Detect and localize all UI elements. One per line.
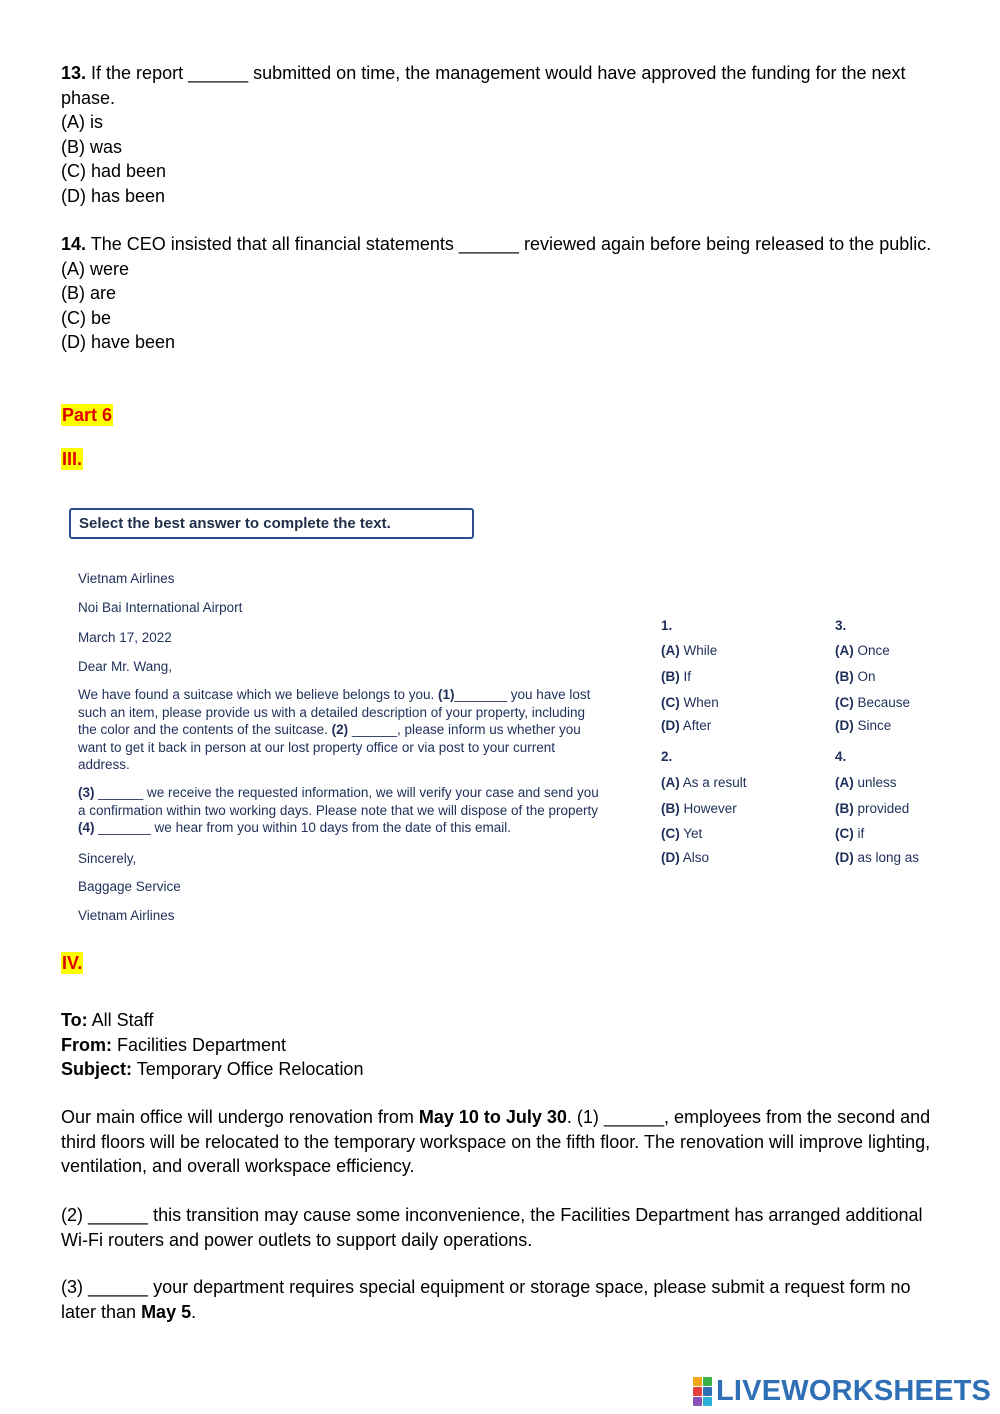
question-13: [61, 61, 941, 208]
letter-signature-2: Vietnam Airlines: [78, 908, 175, 923]
blank-1-label: (1): [437, 687, 455, 702]
memo-paragraph-1: Our main office will undergo renovation from May 10 to July 30. (1) ______, employees from the second and third floors will be relocated to the temporary workspace on the fifth floor. The renovation will improve lighting, ventilation, and overall workspace efficiency.: [61, 1107, 931, 1176]
choice-4-d: (D) as long as: [835, 850, 920, 865]
letter-sender: Vietnam Airlines: [78, 571, 175, 586]
choice-1-a: (A) While: [661, 643, 718, 658]
letter-location: Noi Bai International Airport: [78, 600, 243, 615]
choice-2-number: 2.: [661, 749, 673, 764]
choice-4-number: 4.: [835, 749, 847, 764]
choice-4-a: (A) unless: [835, 775, 897, 790]
question-14-option-d: (D) have been: [61, 332, 176, 352]
request-deadline: May 5: [141, 1301, 192, 1322]
liveworksheets-logo: [693, 1376, 991, 1406]
memo-subject: Subject: Temporary Office Relocation: [61, 1059, 364, 1079]
choice-3-d: (D) Since: [835, 718, 892, 733]
choice-2-d: (D) Also: [661, 850, 710, 865]
letter-paragraph-1: [78, 686, 606, 774]
letter-paragraph-2: [78, 784, 606, 837]
choice-1-d: (D) After: [661, 718, 712, 733]
question-14: [61, 232, 941, 355]
letter-p2-part-a: ______ we receive the requested information, we will verify your case and send you a confirmation within two working days. Please note that we will dispose of the property: [78, 785, 599, 818]
letter-p1-part-a: We have found a suitcase which we believe belongs to you.: [78, 687, 438, 702]
section-iv-label: IV.: [62, 953, 83, 973]
choice-3-c: (C) Because: [835, 695, 911, 710]
liveworksheets-wordmark: LIVEWORKSHEETS: [716, 1375, 992, 1407]
renovation-dates: May 10 to July 30: [418, 1107, 567, 1127]
letter-date: March 17, 2022: [78, 630, 172, 645]
part-6-label: Part 6: [62, 405, 113, 425]
question-14-stem: The CEO insisted that all financial statements ______ reviewed again before being released to the public.: [86, 234, 932, 254]
question-13-option-a: (A) is: [61, 112, 103, 132]
question-14-option-a: (A) were: [61, 258, 130, 279]
choice-4-c: (C) if: [835, 826, 865, 841]
letter-p1-part-c: ______, please inform us whether you want to get it back in person at our lost property office or via post to your current address.: [78, 722, 581, 772]
instruction-box: Select the best answer to complete the text.: [69, 508, 474, 539]
question-13-stem: If the report ______ submitted on time, the management would have approved the funding for the next phase.: [61, 63, 906, 108]
choice-2-b: (B) However: [661, 801, 737, 816]
memo-from: From: Facilities Department: [61, 1034, 287, 1055]
memo-header: [61, 1008, 941, 1082]
section-iii-label: III.: [62, 449, 83, 469]
blank-4-label: (4): [78, 820, 95, 835]
question-14-number: 14.: [61, 234, 87, 254]
choice-2-a: (A) As a result: [661, 775, 747, 790]
choice-1-number: 1.: [661, 618, 673, 633]
letter-signature-1: Baggage Service: [78, 879, 181, 894]
choice-2-c: (C) Yet: [661, 826, 703, 841]
memo-paragraph-2: (2) ______ this transition may cause some inconvenience, the Facilities Department has arranged additional Wi-Fi routers and power outlets to support daily operations.: [61, 1205, 923, 1250]
liveworksheets-grid-icon: [693, 1377, 712, 1406]
question-14-option-b: (B) are: [61, 283, 117, 303]
choice-3-a: (A) Once: [835, 643, 890, 658]
memo-paragraph-3: (3) ______ your department requires special equipment or storage space, please submit a request form no later than May 5.: [61, 1277, 911, 1322]
blank-2-label: (2): [331, 722, 349, 737]
letter-p2-part-b: _______ we hear from you within 10 days from the date of this email.: [94, 820, 511, 835]
choice-3-b: (B) On: [835, 669, 876, 684]
question-13-option-b: (B) was: [61, 136, 123, 157]
letter-p1-part-b: _______ you have lost such an item, please provide us with a detailed description of your property, including the color and the contents of the suitcase.: [78, 687, 591, 737]
memo-to: To: All Staff: [61, 1010, 154, 1030]
question-13-option-d: (D) has been: [61, 185, 166, 206]
choice-1-c: (C) When: [661, 695, 719, 710]
choice-3-number: 3.: [835, 618, 847, 633]
question-13-number: 13.: [61, 63, 87, 83]
question-14-option-c: (C) be: [61, 307, 112, 328]
letter-closing: Sincerely,: [78, 851, 137, 866]
choice-1-b: (B) If: [661, 669, 692, 684]
blank-3-label: (3): [78, 785, 95, 800]
letter-greeting: Dear Mr. Wang,: [78, 659, 173, 674]
question-13-option-c: (C) had been: [61, 161, 167, 181]
choice-4-b: (B) provided: [835, 801, 910, 816]
